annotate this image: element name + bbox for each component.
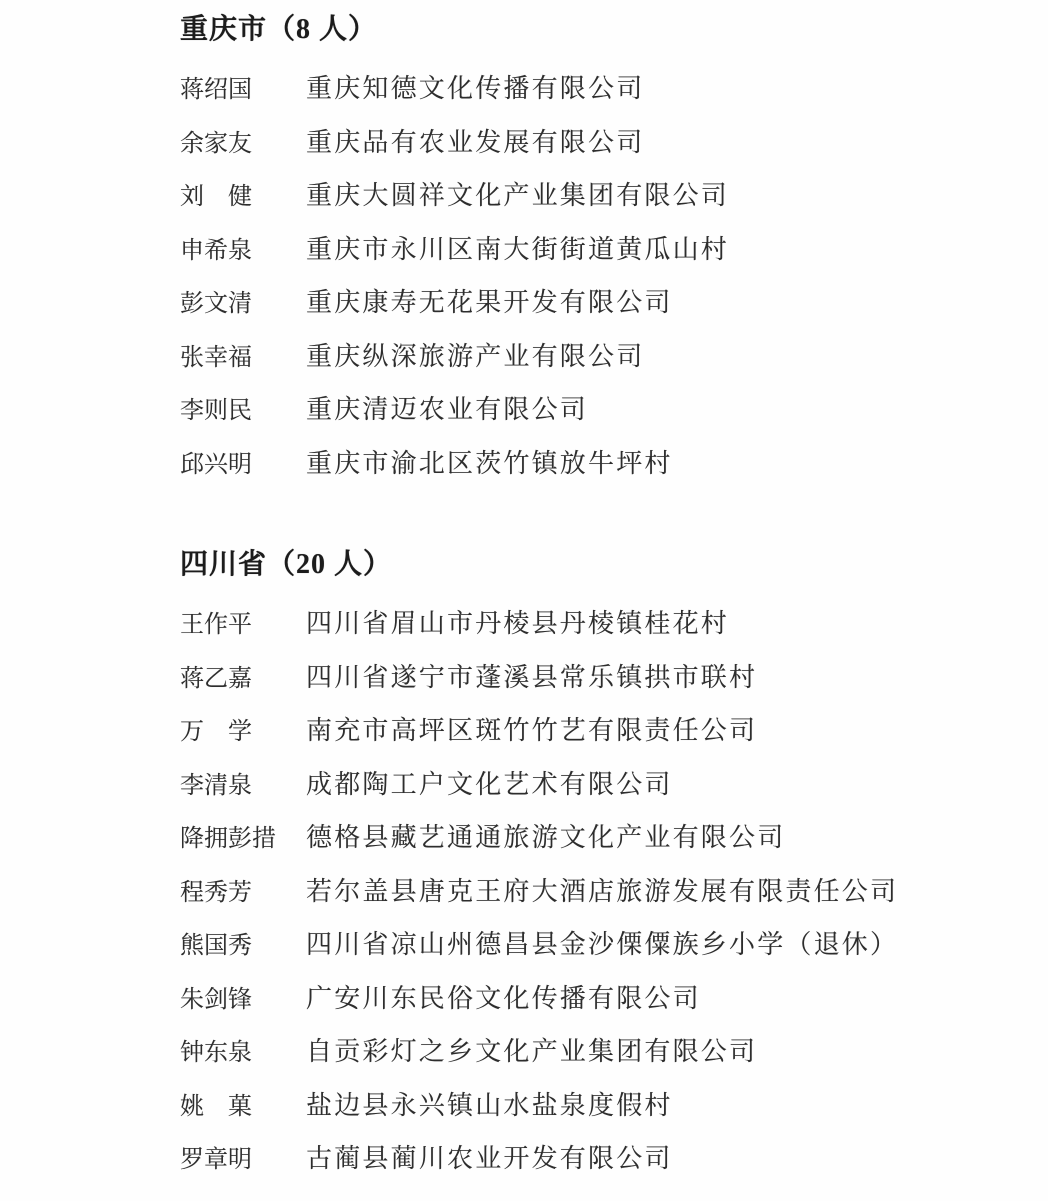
- organization-name: 重庆市渝北区茨竹镇放牛坪村: [306, 448, 673, 478]
- person-name: 张幸福: [180, 344, 252, 371]
- person-name: 邱兴明: [180, 451, 252, 478]
- organization-name: 重庆康寿无花果开发有限公司: [306, 288, 673, 318]
- organization-name: 重庆市永川区南大街街道黄瓜山村: [306, 234, 730, 264]
- table-row: [180, 435, 1008, 489]
- table-row: [180, 1077, 1008, 1131]
- person-name: 刘 健: [180, 184, 252, 211]
- person-name: 罗章明: [180, 1147, 252, 1174]
- organization-name: 广安川东民俗文化传播有限公司: [306, 983, 701, 1013]
- organization-name: 古蔺县蔺川农业开发有限公司: [306, 1144, 673, 1174]
- person-name: 熊国秀: [180, 933, 252, 960]
- person-name: 李清泉: [180, 772, 252, 799]
- organization-name: 若尔盖县唐克王府大酒店旅游发展有限责任公司: [306, 876, 899, 906]
- table-row: [180, 167, 1008, 221]
- table-row: [180, 274, 1008, 328]
- organization-name: 重庆大圆祥文化产业集团有限公司: [306, 181, 730, 211]
- organization-name: 四川省凉山州德昌县金沙傈僳族乡小学（退休）: [306, 930, 899, 960]
- table-row: [180, 702, 1008, 756]
- person-name: 朱剑锋: [180, 986, 252, 1013]
- organization-name: 四川省眉山市丹棱县丹棱镇桂花村: [306, 609, 730, 639]
- table-row: [180, 328, 1008, 382]
- organization-name: 重庆品有农业发展有限公司: [306, 127, 645, 157]
- table-row: [180, 863, 1008, 917]
- table-row: [180, 60, 1008, 114]
- region-section: [180, 12, 1008, 488]
- organization-name: 重庆纵深旅游产业有限公司: [306, 341, 645, 371]
- person-name: 彭文清: [180, 291, 252, 318]
- person-name: 蒋乙嘉: [180, 665, 252, 692]
- person-name: 王作平: [180, 612, 252, 639]
- organization-name: 南充市高坪区斑竹竹艺有限责任公司: [306, 716, 758, 746]
- person-name: 钟东泉: [180, 1040, 252, 1067]
- table-row: [180, 970, 1008, 1024]
- organization-name: 四川省遂宁市蓬溪县常乐镇拱市联村: [306, 662, 758, 692]
- organization-name: 成都陶工户文化艺术有限公司: [306, 769, 673, 799]
- section-rows: [180, 60, 1008, 488]
- table-row: [180, 114, 1008, 168]
- section-heading: 四川省（20 人）: [180, 549, 393, 580]
- table-row: [180, 595, 1008, 649]
- person-name: 万 学: [180, 719, 252, 746]
- organization-name: 重庆知德文化传播有限公司: [306, 74, 645, 104]
- person-name: 姚 菓: [180, 1093, 252, 1120]
- table-row: [180, 809, 1008, 863]
- organization-name: 盐边县永兴镇山水盐泉度假村: [306, 1090, 673, 1120]
- table-row: [180, 381, 1008, 435]
- section-heading: 重庆市（8 人）: [180, 14, 378, 45]
- table-row: [180, 916, 1008, 970]
- section-rows: [180, 595, 1008, 1184]
- table-row: [180, 649, 1008, 703]
- person-name: 降拥彭措: [180, 826, 276, 853]
- person-name: 申希泉: [180, 237, 252, 264]
- table-row: [180, 1023, 1008, 1077]
- table-row: [180, 221, 1008, 275]
- organization-name: 重庆清迈农业有限公司: [306, 395, 589, 425]
- table-row: [180, 1130, 1008, 1184]
- person-name: 余家友: [180, 130, 252, 157]
- person-name: 蒋绍国: [180, 77, 252, 104]
- person-name: 李则民: [180, 398, 252, 425]
- organization-name: 自贡彩灯之乡文化产业集团有限公司: [306, 1037, 758, 1067]
- region-section: [180, 547, 1008, 1184]
- table-row: [180, 756, 1008, 810]
- organization-name: 德格县藏艺通通旅游文化产业有限公司: [306, 823, 786, 853]
- person-name: 程秀芳: [180, 879, 252, 906]
